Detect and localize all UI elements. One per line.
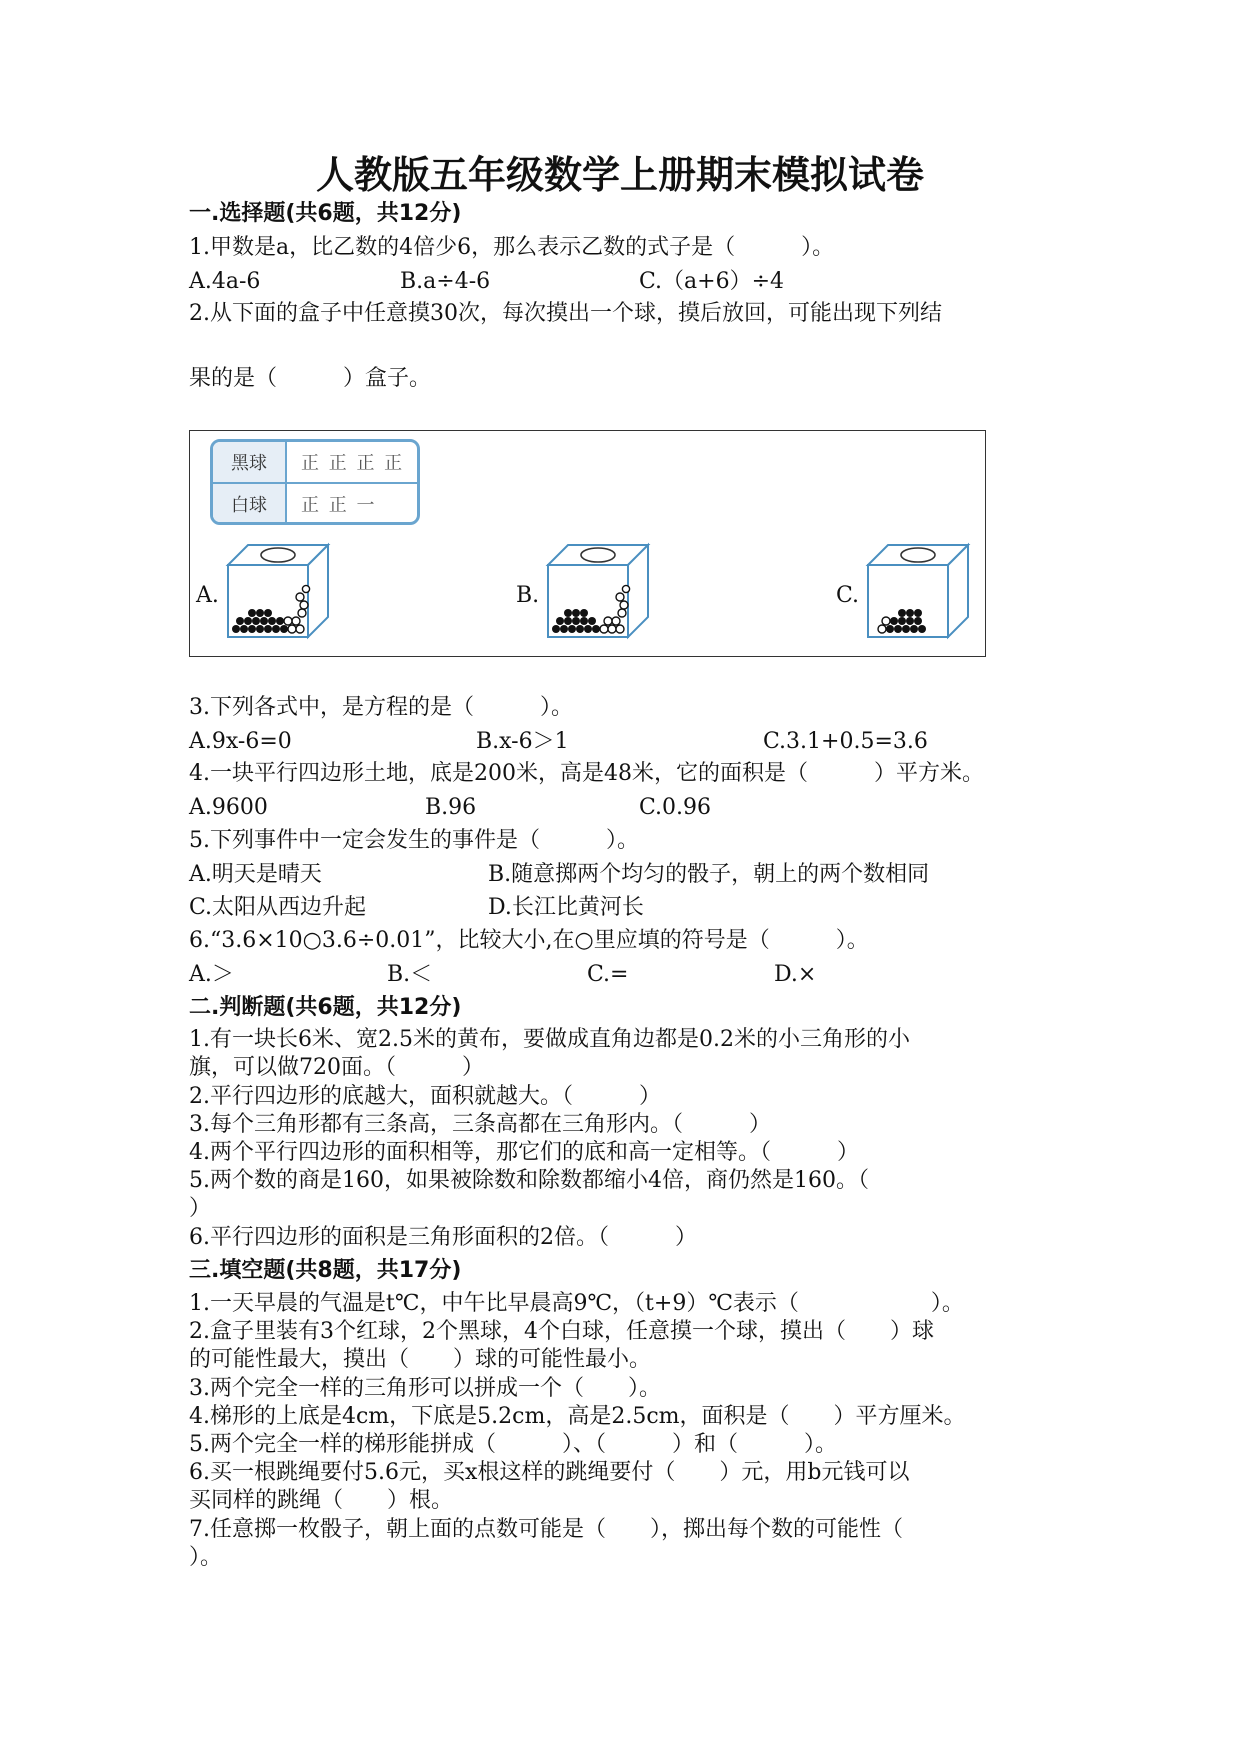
tally-label: 黑球	[213, 442, 287, 482]
section-heading-choice: 一.选择题(共6题，共12分)	[189, 201, 462, 226]
page-title: 人教版五年级数学上册期末模拟试卷	[315, 152, 924, 197]
option-a: A.9600	[189, 795, 268, 820]
section-heading-judge: 二.判断题(共6题，共12分)	[189, 995, 462, 1020]
option-c: C.（a+6）÷4	[639, 269, 785, 294]
question-4: 4.两个平行四边形的面积相等，那它们的底和高一定相等。（ ）	[189, 1140, 859, 1165]
question-5-line2: ）	[189, 1196, 212, 1221]
option-a: A.＞	[189, 962, 234, 987]
question-4: 4.一块平行四边形土地，底是200米，高是48米，它的面积是（ ）平方米。	[189, 761, 984, 786]
question-7-line1: 7.任意掷一枚骰子，朝上面的点数可能是（ ），掷出每个数的可能性（	[189, 1517, 903, 1542]
question-2-line2: 果的是（ ）盒子。	[189, 366, 432, 391]
section-heading-fill: 三.填空题(共8题，共17分)	[189, 1258, 462, 1283]
question-6-line2: 买同样的跳绳（ ）根。	[189, 1488, 454, 1513]
question-2-line1: 2.盒子里装有3个红球，2个黑球，4个白球，任意摸一个球，摸出（ ）球	[189, 1319, 934, 1344]
box-b-icon	[544, 541, 654, 641]
box-a-icon	[224, 541, 334, 641]
question-6: 6.平行四边形的面积是三角形面积的2倍。（ ）	[189, 1225, 697, 1250]
question-3: 3.每个三角形都有三条高，三条高都在三角形内。（ ）	[189, 1112, 771, 1137]
question-1: 1.甲数是a，比乙数的4倍少6，那么表示乙数的式子是（ ）。	[189, 235, 835, 260]
question-3: 3.两个完全一样的三角形可以拼成一个（ ）。	[189, 1376, 661, 1401]
question-2: 2.平行四边形的底越大，面积就越大。（ ）	[189, 1084, 661, 1109]
tally-row-white	[213, 482, 417, 524]
option-a: A.4a-6	[189, 269, 261, 294]
tally-row-black	[213, 442, 417, 482]
option-c: C.太阳从西边升起	[189, 895, 367, 920]
question-7-line2: ）。	[189, 1545, 223, 1570]
box-label-c: C.	[836, 583, 860, 608]
option-b: B.x-6＞1	[476, 729, 569, 754]
question-5: 5.两个完全一样的梯形能拼成（ ）、（ ）和（ ）。	[189, 1432, 837, 1457]
question-1: 1.一天早晨的气温是t℃，中午比早晨高9℃，（t+9）℃表示（ ）。	[189, 1291, 964, 1316]
option-b: B.随意掷两个均匀的骰子，朝上的两个数相同	[488, 862, 930, 887]
question-6-line1: 6.买一根跳绳要付5.6元，买x根这样的跳绳要付（ ）元，用b元钱可以	[189, 1460, 910, 1485]
option-a: A.9x-6=0	[189, 729, 292, 754]
question-2-line2: 的可能性最大，摸出（ ）球的可能性最小。	[189, 1347, 652, 1372]
option-b: B.＜	[387, 962, 433, 987]
question-1-line2: 旗，可以做720面。（ ）	[189, 1055, 484, 1080]
option-c: C.=	[587, 962, 629, 987]
question-3: 3.下列各式中，是方程的是（ ）。	[189, 695, 573, 720]
option-b: B.96	[425, 795, 477, 820]
question-5: 5.下列事件中一定会发生的事件是（ ）。	[189, 828, 639, 853]
question-1-line1: 1.有一块长6米、宽2.5米的黄布，要做成直角边都是0.2米的小三角形的小	[189, 1027, 910, 1052]
tally-label: 白球	[213, 484, 287, 524]
box-c-icon	[864, 541, 974, 641]
option-c: C.3.1+0.5=3.6	[763, 729, 928, 754]
tally-table	[210, 439, 420, 525]
option-c: C.0.96	[639, 795, 712, 820]
option-d: D.长江比黄河长	[488, 895, 644, 920]
question-5-line1: 5.两个数的商是160，如果被除数和除数都缩小4倍，商仍然是160。（	[189, 1168, 869, 1193]
ball-box-figure	[189, 430, 986, 657]
box-label-b: B.	[516, 583, 540, 608]
tally-marks: 正 正 一	[301, 495, 377, 516]
question-2-line1: 2.从下面的盒子中任意摸30次，每次摸出一个球，摸后放回，可能出现下列结	[189, 301, 942, 326]
option-a: A.明天是晴天	[189, 862, 322, 887]
question-4: 4.梯形的上底是4cm，下底是5.2cm，高是2.5cm，面积是（ ）平方厘米。	[189, 1404, 966, 1429]
tally-marks: 正 正 正 正	[301, 453, 405, 474]
option-b: B.a÷4-6	[400, 269, 491, 294]
option-d: D.×	[774, 962, 817, 987]
box-label-a: A.	[196, 583, 219, 608]
question-6: 6.“3.6×10○3.6÷0.01”，比较大小,在○里应填的符号是（ ）。	[189, 928, 869, 953]
